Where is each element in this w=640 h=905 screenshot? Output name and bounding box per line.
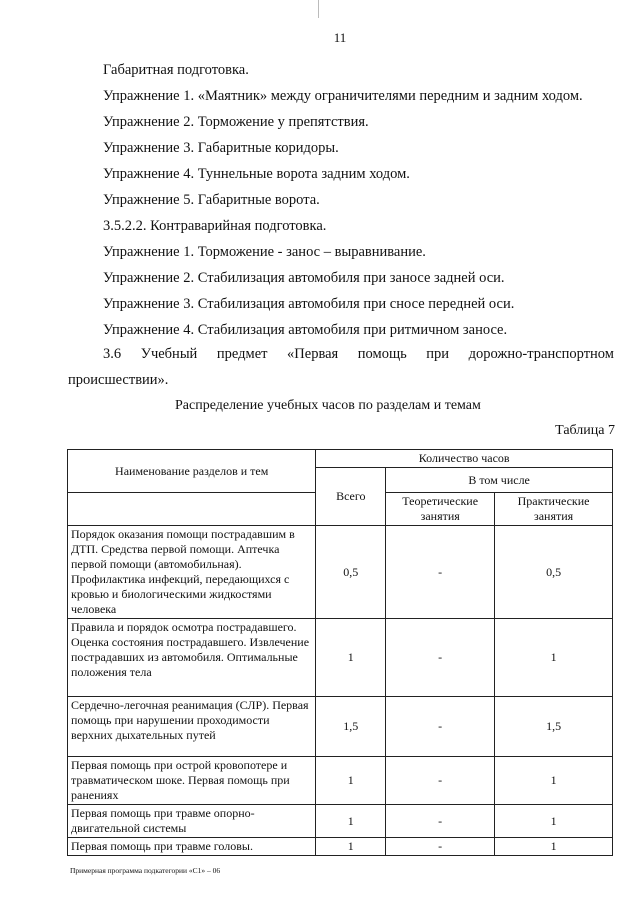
table-label: Таблица 7 [555,423,615,438]
row-theory: - [386,526,495,619]
page-footer: Примерная программа подкатегории «С1» – 06 [70,866,221,875]
row-theory: - [386,805,495,838]
row-name: Первая помощь при острой кровопотере и травматическом шоке. Первая помощь при ранениях [68,757,316,805]
header-spacer [68,493,316,526]
row-practice: 1 [495,757,613,805]
section-heading-continuation: происшествии». [68,372,169,388]
paragraph: Упражнение 3. Габаритные коридоры. [103,140,339,156]
hours-table [67,449,613,856]
subsection-heading: 3.5.2.2. Контраварийная подготовка. [103,218,327,234]
header-theory: Теоретические занятия [386,493,495,526]
row-total: 1 [316,805,386,838]
table-row [68,619,613,697]
paragraph: Упражнение 1. Торможение - занос – выравнивание. [103,244,426,260]
table-row [68,838,613,856]
row-practice: 1 [495,619,613,697]
header-total: Всего [316,468,386,526]
paragraph: Упражнение 3. Стабилизация автомобиля при сносе передней оси. [103,296,515,312]
header-hours: Количество часов [316,450,613,468]
paragraph: Упражнение 4. Стабилизация автомобиля при ритмичном заносе. [103,322,508,338]
row-total: 0,5 [316,526,386,619]
row-total: 1 [316,757,386,805]
row-theory: - [386,697,495,757]
paragraph: Габаритная подготовка. [103,62,249,78]
row-theory: - [386,619,495,697]
paragraph: Упражнение 2. Торможение у препятствия. [103,114,369,130]
row-total: 1 [316,838,386,856]
row-practice: 1,5 [495,697,613,757]
table-row [68,697,613,757]
page-number: 11 [333,30,347,45]
row-theory: - [386,838,495,856]
table-title: Распределение учебных часов по разделам и темам [175,398,481,413]
header-name: Наименование разделов и тем [68,450,316,493]
table-row [68,526,613,619]
row-name: Порядок оказания помощи пострадавшим в ДТП. Средства первой помощи. Аптечка первой помощи (автомобильная). Профилактика инфекций, передающихся с кровью и биологическими жидкостями человека [68,526,316,619]
row-name: Правила и порядок осмотра пострадавшего. Оценка состояния пострадавшего. Извлечение пострадавших из автомобиля. Оптимальные положения тела [68,619,316,697]
header-including: В том числе [386,468,613,493]
paragraph: Упражнение 5. Габаритные ворота. [103,192,320,208]
row-practice: 1 [495,838,613,856]
row-total: 1,5 [316,697,386,757]
row-practice: 1 [495,805,613,838]
row-name: Первая помощь при травме опорно-двигательной системы [68,805,316,838]
table-row [68,805,613,838]
row-theory: - [386,757,495,805]
paragraph: Упражнение 1. «Маятник» между ограничителями передним и задним ходом. [103,88,583,104]
table-row [68,757,613,805]
row-name: Сердечно-легочная реанимация (СЛР). Первая помощь при нарушении проходимости верхних дыхательных путей [68,697,316,757]
row-practice: 0,5 [495,526,613,619]
paragraph: Упражнение 4. Туннельные ворота задним ходом. [103,166,410,182]
row-name: Первая помощь при травме головы. [68,838,316,856]
paragraph: Упражнение 2. Стабилизация автомобиля при заносе задней оси. [103,270,505,286]
section-heading: 3.6 Учебный предмет «Первая помощь при дорожно-транспортном [103,346,614,362]
header-practice: Практические занятия [495,493,613,526]
scan-mark [318,0,319,18]
row-total: 1 [316,619,386,697]
